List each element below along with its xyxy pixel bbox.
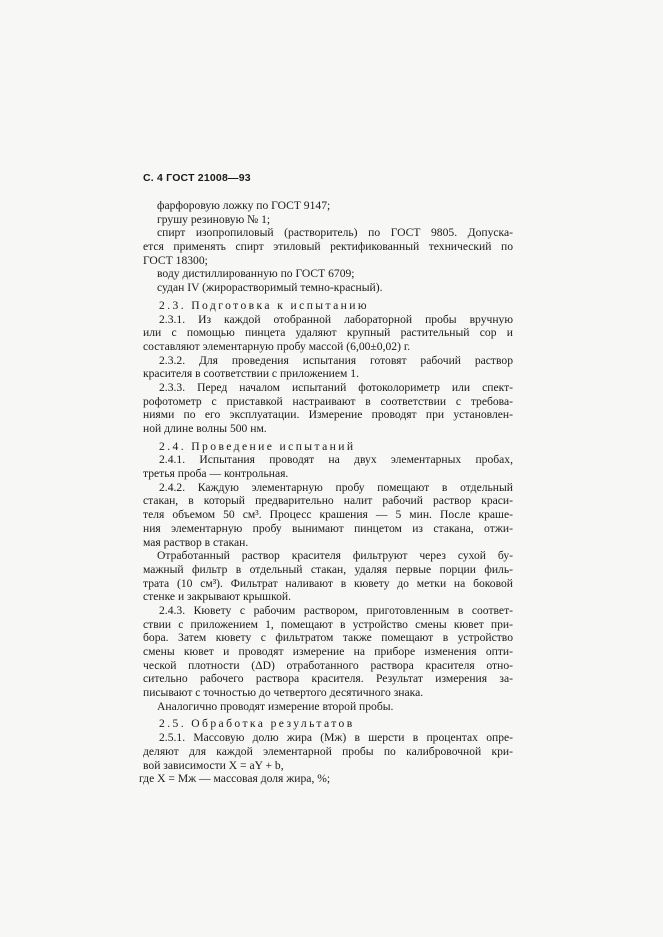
document-body	[139, 199, 513, 786]
section-heading: 2.4. Проведение испытаний	[159, 439, 356, 453]
text-line: трата (10 см³). Фильтрат наливают в кювету до метки на боковой	[143, 576, 513, 590]
text-line: ния элементарную пробу вынимают пинцетом из стакана, отжи-	[143, 521, 513, 535]
section-heading: 2.3. Подготовка к испытанию	[159, 298, 369, 312]
text-line: 2.3.1. Из каждой отобранной лабораторной пробы вручную	[159, 312, 513, 326]
text-line: 2.5.1. Массовую долю жира (Мж) в шерсти в процентах опре-	[159, 731, 513, 745]
text-line: фарфоровую ложку по ГОСТ 9147;	[157, 199, 331, 212]
text-line: стакан, в который предварительно налит рабочий раствор краси-	[143, 494, 513, 508]
text-line: ниями по его эксплуатации. Измерение проводят при установлен-	[143, 408, 513, 422]
text-line: вой зависимости X = aY + b,	[143, 758, 284, 772]
text-line: 2.4.2. Каждую элементарную пробу помещают в отдельный	[159, 480, 513, 494]
text-line: писывают с точностью до четвертого десятичного знака.	[143, 686, 424, 700]
text-line: 2.4.1. Испытания проводят на двух элементарных пробах,	[159, 453, 513, 467]
text-line: мажный фильтр в отдельный стакан, удаляя первые порции филь-	[143, 562, 513, 576]
text-line: ГОСТ 18300;	[143, 253, 208, 267]
text-line: 2.3.3. Перед началом испытаний фотоколориметр или спект-	[159, 380, 513, 394]
text-line: ется применять спирт этиловый ректификованный технический по	[143, 240, 513, 254]
text-line: ной длине волны 500 нм.	[143, 422, 267, 435]
text-line: 2.4.3. Кювету с рабочим раствором, приготовленным в соответ-	[159, 603, 513, 617]
text-line: судан IV (жирорастворимый темно-красный).	[157, 281, 383, 295]
text-line: грушу резиновую № 1;	[157, 212, 271, 226]
text-line: Аналогично проводят измерение второй пробы.	[157, 699, 394, 713]
text-line: деляют для каждой элементарной пробы по калибровочной кри-	[143, 744, 513, 758]
page-header: С. 4 ГОСТ 21008—93	[143, 172, 251, 184]
text-line: ствии с приложением 1, помещают в устройство смены кювет при-	[143, 617, 513, 631]
text-line: смены кювет и проводят измерение на приборе изменения опти-	[143, 645, 513, 658]
text-line: Отработанный раствор красителя фильтруют через сухой бу-	[157, 549, 513, 563]
text-line: мая раствор в стакан.	[143, 535, 249, 549]
text-line: стенке и закрывают крышкой.	[143, 590, 292, 604]
text-line: воду дистиллированную по ГОСТ 6709;	[157, 267, 355, 281]
text-line: 2.3.2. Для проведения испытания готовят рабочий раствор	[159, 353, 513, 367]
text-line: теля объемом 50 см³. Процесс крашения — 5 мин. После краше-	[143, 508, 513, 522]
text-line: сительно рабочего раствора красителя. Результат измерения за-	[143, 672, 513, 686]
text-line: рофотометр с приставкой настраивают в соответствии с требова-	[143, 394, 513, 408]
section-heading: 2.5. Обработка результатов	[159, 717, 355, 731]
text-line: красителя в соответствии с приложением 1.	[143, 367, 359, 381]
text-line: бора. Затем кювету с фильтратом также помещают в устройство	[143, 631, 513, 645]
text-line: спирт изопропиловый (растворитель) по ГОСТ 9805. Допуска-	[157, 226, 513, 240]
text-line: ческой плотности (ΔD) отработанного раствора красителя отно-	[143, 658, 513, 672]
text-line: составляют элементарную пробу массой (6,00±0,02) г.	[143, 339, 411, 353]
text-line: третья проба — контрольная.	[143, 467, 289, 481]
text-line: или с помощью пинцета удаляют крупный растительный сор и	[143, 326, 513, 340]
text-line: где X = Мж — массовая доля жира, %;	[139, 772, 331, 786]
